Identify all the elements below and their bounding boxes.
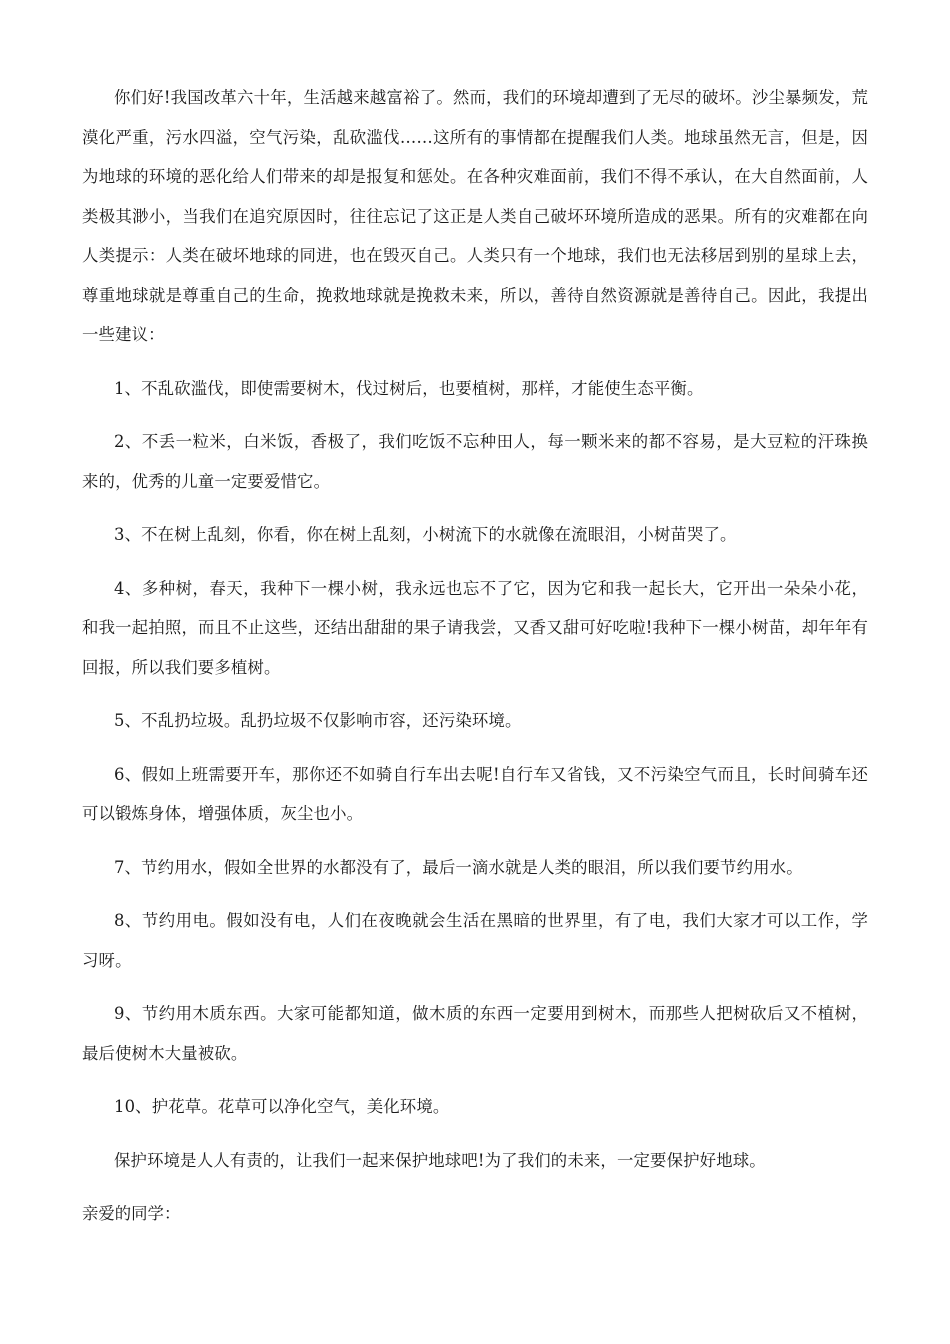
suggestion-2: 2、不丢一粒米，白米饭，香极了，我们吃饭不忘种田人，每一颗米来的都不容易，是大豆粒的汗珠换来的，优秀的儿童一定要爱惜它。: [82, 432, 868, 491]
suggestion-9: 9、节约用木质东西。大家可能都知道，做木质的东西一定要用到树木，而那些人把树砍后又不植树，最后使树木大量被砍。: [82, 1004, 868, 1063]
intro-paragraph: 你们好!我国改革六十年，生活越来越富裕了。然而，我们的环境却遭到了无尽的破坏。沙尘暴频发，荒漠化严重，污水四溢，空气污染，乱砍滥伐……这所有的事情都在提醒我们人类。地球虽然无言，但是，因为地球的环境的恶化给人们带来的却是报复和惩处。在各种灾难面前，我们不得不承认，在大自然面前，人类极其渺小，当我们在追究原因时，往往忘记了这正是人类自己破坏环境所造成的恶果。所有的灾难都在向人类提示：人类在破坏地球的同进，也在毁灭自己。人类只有一个地球，我们也无法移居到别的星球上去，尊重地球就是尊重自己的生命，挽救地球就是挽救未来，所以，善待自然资源就是善待自己。因此，我提出一些建议：: [82, 88, 868, 344]
suggestion-6: 6、假如上班需要开车，那你还不如骑自行车出去呢!自行车又省钱，又不污染空气而且，长时间骑车还可以锻炼身体，增强体质，灰尘也小。: [82, 764, 868, 823]
closing-paragraph: 保护环境是人人有责的，让我们一起来保护地球吧!为了我们的未来，一定要保护好地球。: [114, 1150, 766, 1170]
suggestion-10: 10、护花草。花草可以净化空气，美化环境。: [114, 1097, 450, 1116]
greeting-line: 亲爱的同学：: [82, 1204, 181, 1223]
suggestion-5: 5、不乱扔垃圾。乱扔垃圾不仅影响市容，还污染环境。: [114, 711, 522, 730]
suggestion-8: 8、节约用电。假如没有电，人们在夜晚就会生活在黑暗的世界里，有了电，我们大家才可以工作，学习呀。: [82, 911, 868, 970]
suggestion-3: 3、不在树上乱刻，你看，你在树上乱刻，小树流下的水就像在流眼泪，小树苗哭了。: [114, 525, 737, 544]
suggestion-4: 4、多种树，春天，我种下一棵小树，我永远也忘不了它，因为它和我一起长大，它开出一朵朵小花，和我一起拍照，而且不止这些，还结出甜甜的果子请我尝，又香又甜可好吃啦!我种下一棵小树苗，却年年有回报，所以我们要多植树。: [82, 578, 868, 677]
document-body: [82, 78, 868, 1234]
suggestion-1: 1、不乱砍滥伐，即使需要树木，伐过树后，也要植树，那样，才能使生态平衡。: [114, 378, 704, 398]
suggestion-7: 7、节约用水，假如全世界的水都没有了，最后一滴水就是人类的眼泪，所以我们要节约用水。: [114, 857, 803, 877]
